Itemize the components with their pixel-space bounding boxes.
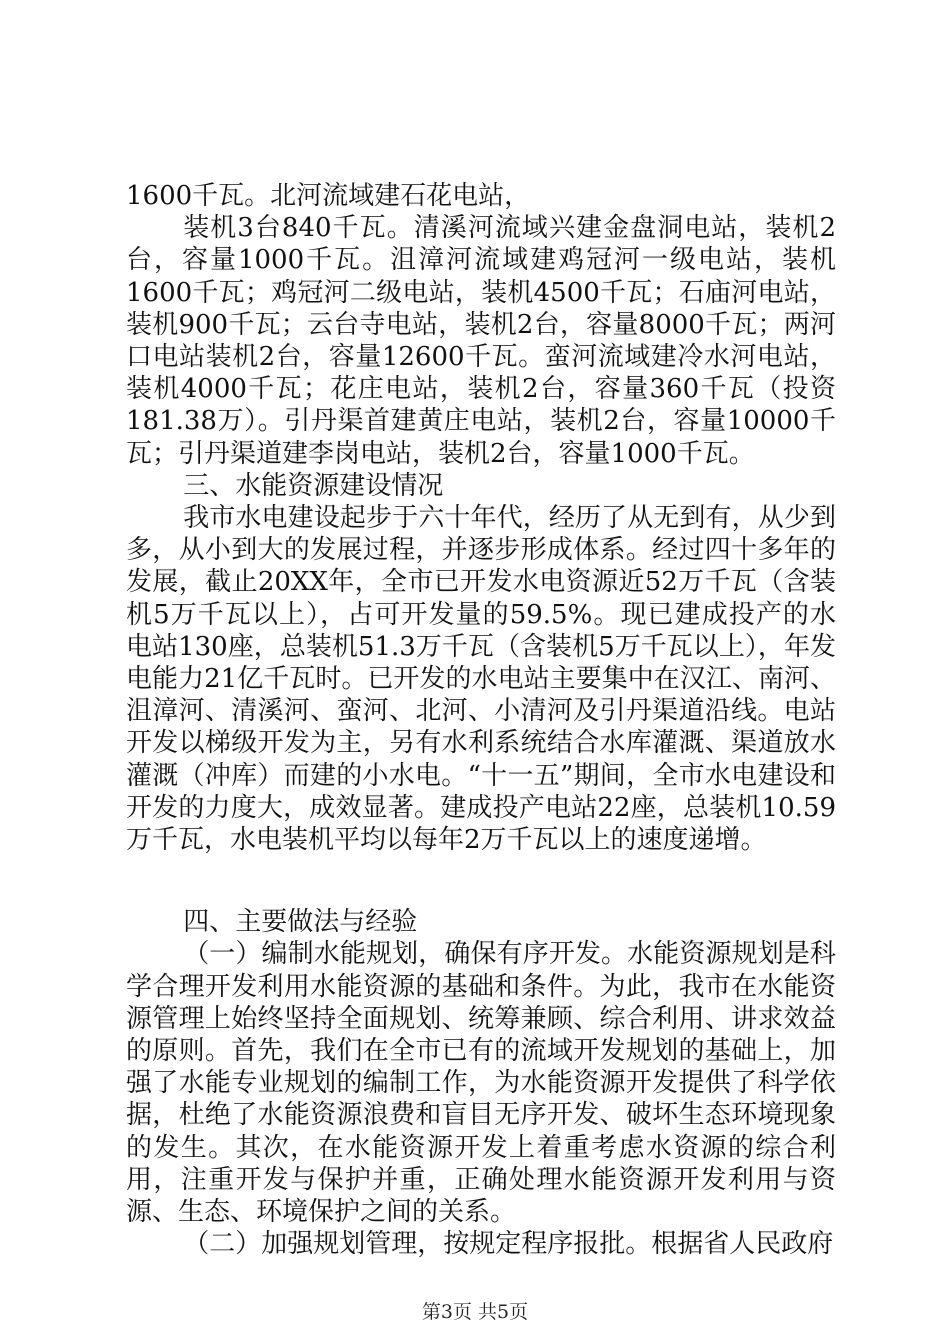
section-heading-3: 三、水能资源建设情况 (183, 470, 444, 501)
page-number-footer: 第3页 共5页 (421, 1301, 529, 1323)
paragraph-continuation: 1600千瓦。北河流域建石花电站， (126, 181, 531, 211)
paragraph-power-stations: 装机3台840千瓦。清溪河流域兴建金盘洞电站，装机2台，容量1000千瓦。沮漳河流域建鸡冠河一级电站，装机1600千瓦；鸡冠河二级电站，装机4500千瓦；石庙河电站，装机900千瓦；云台寺电站，装机2台，容量8000千瓦；两河口电站装机2台，容量12600千瓦。蛮河流域建冷水河电站，装机4000千瓦；花庄电站，装机2台，容量360千瓦（投资181.38万）。引丹渠首建黄庄电站，装机2台，容量10000千瓦；引丹渠道建李岗电站，装机2台，容量1000千瓦。 (126, 213, 836, 469)
paragraph-management: （二）加强规划管理，按规定程序报批。根据省人民政府 (183, 1229, 834, 1260)
paragraph-construction-status: 我市水电建设起步于六十年代，经历了从无到有，从少到多，从小到大的发展过程，并逐步形成体系。经过四十多年的发展，截止20XX年，全市已开发水电资源近52万千瓦（含装机5万千瓦以上），占可开发量的59.5%。现已建成投产的水电站130座，总装机51.3万千瓦（含装机5万千瓦以上），年发电能力21亿千瓦时。已开发的水电站主要集中在汉江、南河、沮漳河、清溪河、蛮河、北河、小清河及引丹渠道沿线。电站开发以梯级开发为主，另有水利系统结合水库灌溉、渠道放水灌溉（冲库）而建的小水电。“十一五”期间，全市水电建设和开发的力度大，成效显著。建成投产电站22座，总装机10.59万千瓦，水电装机平均以每年2万千瓦以上的速度递增。 (126, 503, 836, 856)
paragraph-planning: （一）编制水能规划，确保有序开发。水能资源规划是科学合理开发利用水能资源的基础和条件。为此，我市在水能资源管理上始终坚持全面规划、统筹兼顾、综合利用、讲求效益的原则。首先，我们在全市已有的流域开发规划的基础上，加强了水能专业规划的编制工作，为水能资源开发提供了科学依据，杜绝了水能资源浪费和盲目无序开发、破坏生态环境现象的发生。其次，在水能资源开发上着重考虑水资源的综合利用，注重开发与保护并重，正确处理水能资源开发利用与资源、生态、环境保护之间的关系。 (126, 939, 836, 1228)
document-body (126, 180, 836, 1261)
section-heading-4: 四、主要做法与经验 (183, 907, 418, 938)
blank-line (126, 856, 836, 906)
